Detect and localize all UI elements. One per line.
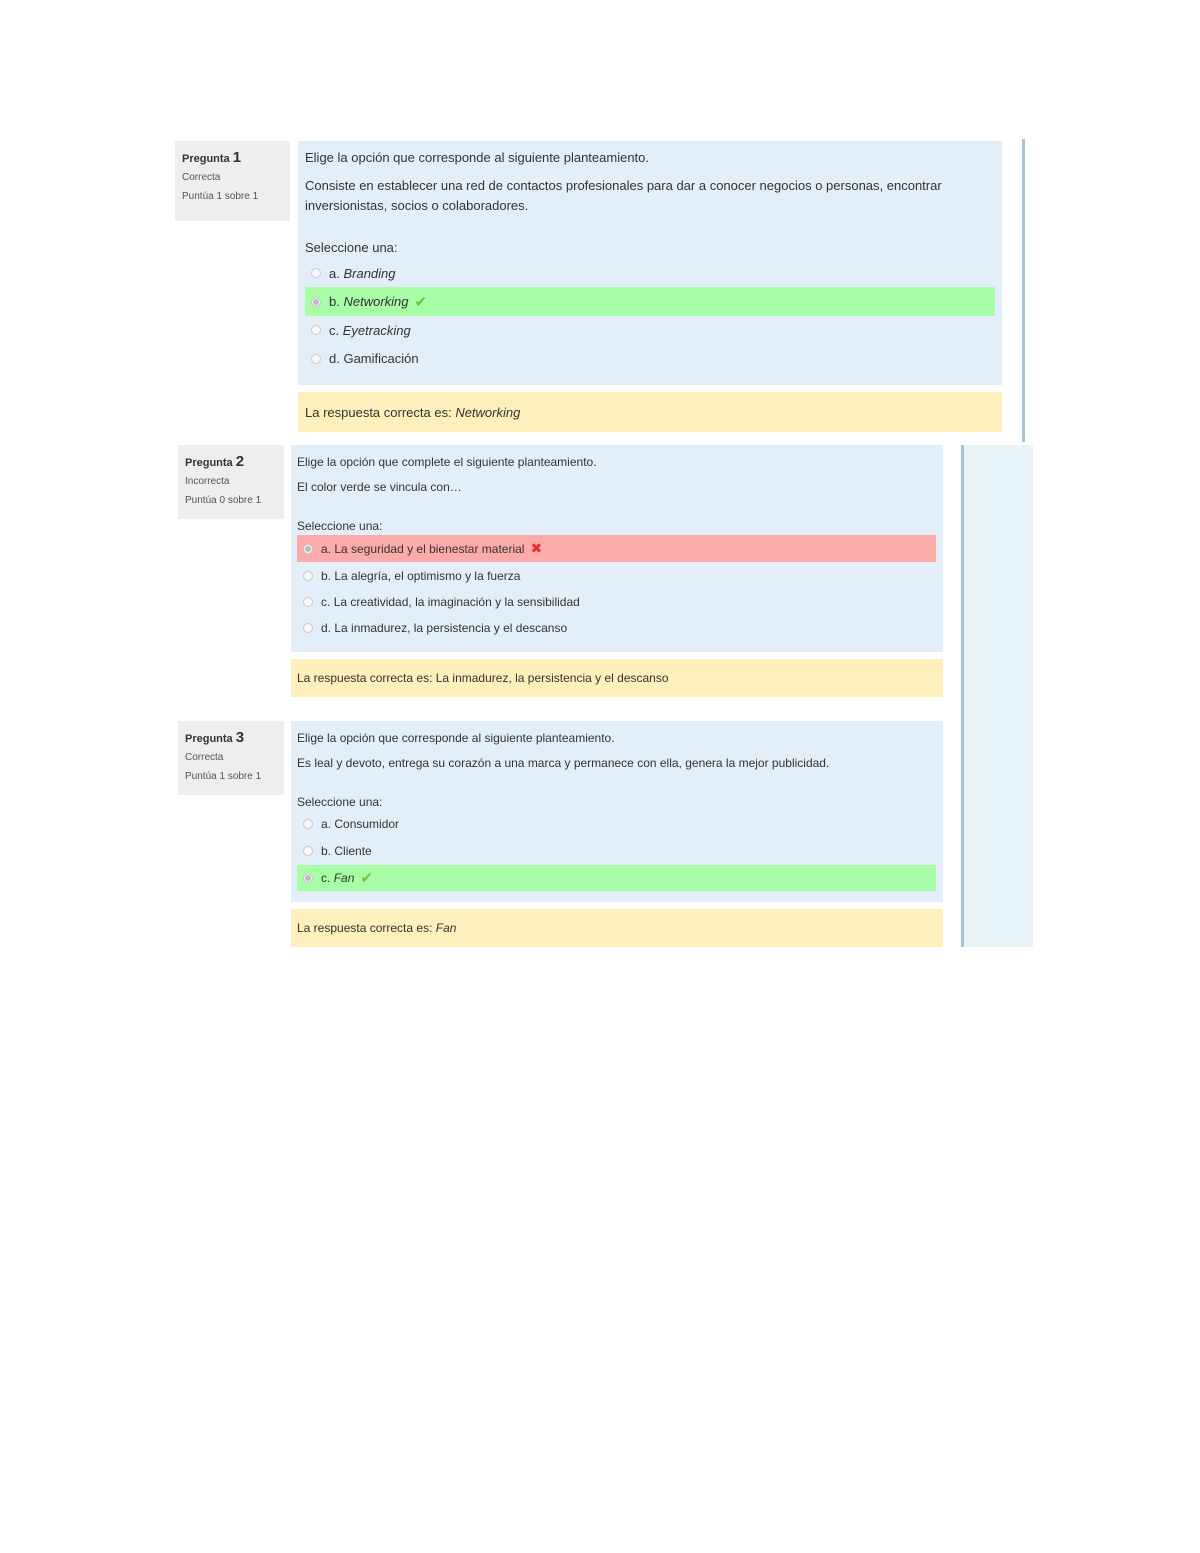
question-3-formulation [291,721,943,902]
option-text: La inmadurez, la persistencia y el descanso [334,621,568,635]
feedback-prefix: La respuesta correcta es: [305,404,456,420]
radio-button[interactable] [303,846,313,856]
question-3-feedback [291,909,943,947]
feedback-text: La respuesta correcta es: La inmadurez, la persistencia y el descanso [297,671,669,685]
radio-button-selected[interactable] [311,297,321,307]
option-text: La alegría, el optimismo y la fuerza [334,568,521,583]
option-text: Networking [343,294,409,309]
option-text: La creatividad, la imaginación y la sensibilidad [333,595,580,609]
answer-option-b[interactable] [305,287,995,316]
answer-option-d[interactable] [305,344,995,373]
radio-button[interactable] [303,571,313,581]
side-panel [963,445,1033,947]
feedback-answer: Networking [455,404,521,420]
question-1-feedback [298,392,1002,432]
question-number: 2 [235,453,245,470]
select-label: Seleccione una: [305,240,398,255]
option-letter: a. [321,817,332,831]
option-text: Fan [333,871,355,885]
question-label: Pregunta [185,733,233,745]
panel-divider [961,445,964,947]
option-letter: c. [321,871,331,885]
feedback-answer: Fan [435,921,457,935]
option-letter: c. [329,322,340,338]
question-1-formulation [298,141,1002,385]
option-letter: b. [329,294,340,309]
radio-button[interactable] [303,597,313,607]
question-body: El color verde se vincula con… [297,480,462,494]
question-number: 3 [235,729,245,746]
feedback-prefix: La respuesta correcta es: [297,921,436,935]
correct-check-icon: ✔ [414,293,428,311]
option-letter: a. [321,541,332,556]
question-number: 1 [232,149,242,166]
question-prompt: Elige la opción que corresponde al siguiente planteamiento. [305,150,650,165]
question-state: Correcta [182,172,221,183]
question-2-feedback [291,659,943,697]
question-2-formulation [291,445,943,652]
answer-option-c[interactable] [297,865,936,891]
option-text: La seguridad y el bienestar material [334,541,525,556]
answer-option-a[interactable] [305,259,995,287]
answer-option-c[interactable] [305,316,995,344]
answer-option-a[interactable] [297,811,936,837]
option-text: Cliente [334,843,372,858]
radio-button[interactable] [303,819,313,829]
option-text: Eyetracking [342,322,411,338]
radio-button-selected[interactable] [303,544,313,554]
answer-option-b[interactable] [297,837,936,864]
question-grade: Puntúa 0 sobre 1 [185,495,262,506]
option-letter: b. [321,568,332,583]
question-state: Correcta [185,752,224,763]
answer-option-b[interactable] [297,562,936,589]
select-label: Seleccione una: [297,795,383,809]
radio-button[interactable] [311,325,321,335]
question-body: Consiste en establecer una red de contactos profesionales para dar a conocer negocios o personas, encontrar inversionistas, socios o colaboradores. [305,178,942,213]
radio-button[interactable] [311,354,321,364]
question-body: Es leal y devoto, entrega su corazón a una marca y permanece con ella, genera la mejor publicidad. [297,756,830,770]
question-1-info [175,141,290,221]
option-letter: a. [329,265,340,281]
question-prompt: Elige la opción que complete el siguiente planteamiento. [297,455,597,469]
question-prompt: Elige la opción que corresponde al siguiente planteamiento. [297,731,615,745]
question-label: Pregunta [185,457,233,469]
option-text: Gamificación [343,351,419,366]
option-letter: c. [321,595,331,609]
option-text: Consumidor [334,817,400,831]
question-grade: Puntúa 1 sobre 1 [185,771,262,782]
select-label: Seleccione una: [297,519,383,533]
answer-option-a[interactable] [297,535,936,562]
radio-button[interactable] [303,623,313,633]
option-letter: d. [321,621,332,635]
question-label: Pregunta [182,153,230,165]
panel-divider [1022,139,1025,442]
radio-button[interactable] [311,268,321,278]
radio-button-selected[interactable] [303,873,313,883]
question-3-info [178,721,284,795]
answer-option-d[interactable] [297,615,936,641]
question-grade: Puntúa 1 sobre 1 [182,191,259,202]
question-state: Incorrecta [185,476,230,487]
answer-option-c[interactable] [297,589,936,615]
option-letter: b. [321,843,332,858]
correct-check-icon: ✔ [360,870,373,887]
option-letter: d. [329,351,340,366]
question-2-info [178,445,284,519]
option-text: Branding [343,265,396,281]
incorrect-cross-icon: ✖ [530,540,543,556]
